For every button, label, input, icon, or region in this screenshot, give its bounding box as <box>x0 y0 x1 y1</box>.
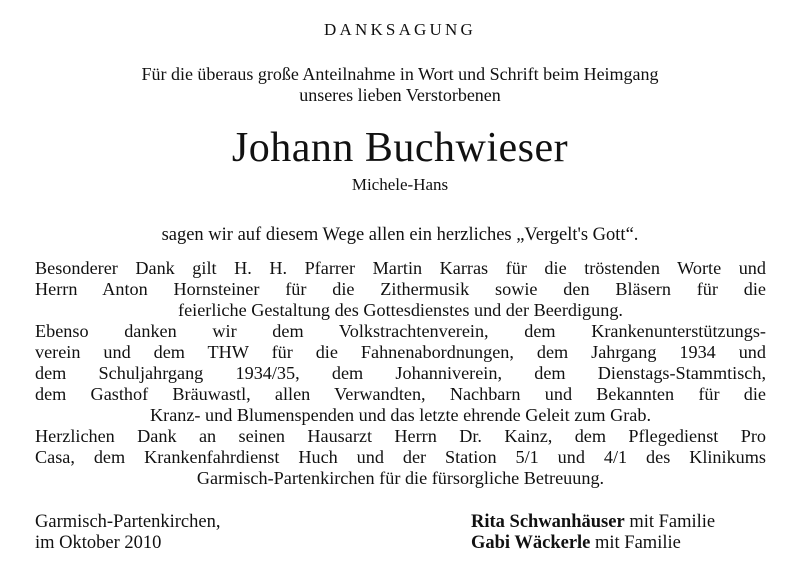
body-line: feierliche Gestaltung des Gottesdienstes und der Beerdigung. <box>178 300 623 320</box>
body-line: verein und dem THW für die Fahnenabordnungen, dem Jahrgang 1934 und <box>35 342 766 362</box>
deceased-nickname: Michele-Hans <box>351 175 449 194</box>
signatory <box>471 533 715 554</box>
signatory-name: Rita Schwanhäuser <box>471 512 625 532</box>
body-line: Kranz- und Blumenspenden und das letzte ehrende Geleit zum Grab. <box>150 405 651 425</box>
thanks-line: sagen wir auf diesem Wege allen ein herzliches „Vergelt's Gott“. <box>161 225 639 245</box>
signatories <box>471 512 715 554</box>
intro-line-1: Für die überaus große Anteilnahme in Wort und Schrift beim Heimgang <box>141 64 659 84</box>
signatory-name: Gabi Wäckerle <box>471 533 591 553</box>
thanks-body <box>35 258 766 489</box>
deceased-name: Johann Buchwieser <box>231 125 569 171</box>
body-line: Besonderer Dank gilt H. H. Pfarrer Martin Karras für die tröstenden Worte und <box>35 258 766 278</box>
place: Garmisch-Partenkirchen, <box>35 512 221 532</box>
body-line: Herzlichen Dank an seinen Hausarzt Herrn Dr. Kainz, dem Pflegedienst Pro <box>35 426 766 446</box>
intro-line-2: unseres lieben Verstorbenen <box>299 85 501 105</box>
signatory-suffix: mit Familie <box>590 533 681 553</box>
place-and-date <box>35 512 220 554</box>
body-line: dem Schuljahrgang 1934/35, dem Johanniverein, dem Dienstags-Stammtisch, <box>35 363 766 383</box>
body-line: Ebenso danken wir dem Volkstrachtenverein, dem Krankenunterstützungs- <box>35 321 766 341</box>
date: im Oktober 2010 <box>35 533 162 553</box>
body-line: Herrn Anton Hornsteiner für die Zithermusik sowie den Bläsern für die <box>35 279 766 299</box>
body-line: dem Gasthof Bräuwastl, allen Verwandten, Nachbarn und Bekannten für die <box>35 384 766 404</box>
body-line: Casa, dem Krankenfahrdienst Huch und der Station 5/1 und 4/1 des Klinikums <box>35 447 766 467</box>
signatory <box>471 512 715 533</box>
intro-text <box>0 64 800 106</box>
notice-title: DANKSAGUNG <box>324 20 476 39</box>
body-line: Garmisch-Partenkirchen für die fürsorgliche Betreuung. <box>196 468 605 488</box>
signatory-suffix: mit Familie <box>624 512 716 532</box>
